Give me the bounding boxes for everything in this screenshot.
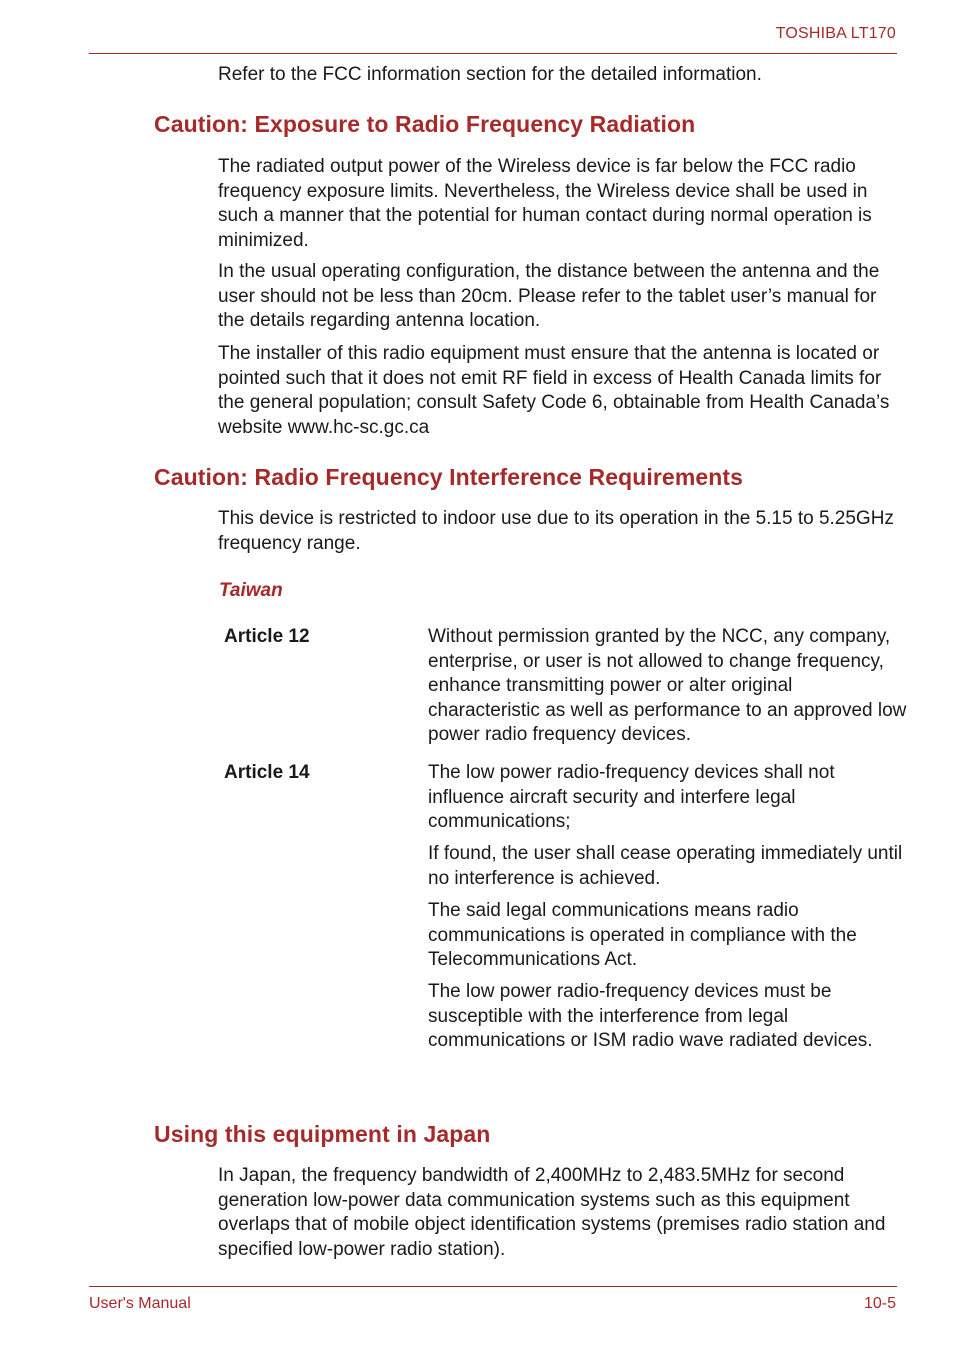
rf-exposure-paragraph-1: The radiated output power of the Wireless device is far below the FCC radio frequency exposure limits. Nevertheless, the Wireless device shall be used in such a manner that the potential for human contact during normal operation is minimized. — [218, 156, 872, 251]
article-12-text: Without permission granted by the NCC, any company, enterprise, or user is not allowed to change frequency, enhance transmitting power or alter original characteristic as well as performance to an approved low power radio frequency devices. — [428, 626, 907, 745]
header-product: TOSHIBA LT170 — [775, 25, 896, 42]
heading-taiwan: Taiwan — [219, 580, 283, 601]
intro-text: Refer to the FCC information section for the detailed information. — [218, 64, 762, 85]
rf-exposure-paragraph-3: The installer of this radio equipment must ensure that the antenna is located or pointed such that it does not emit RF field in excess of Health Canada limits for the general population; consult Safety Code 6, obtainable from Health Canada’s website www.hc-sc.gc.ca — [218, 343, 890, 438]
heading-rf-interference: Caution: Radio Frequency Interference Requirements — [154, 464, 744, 490]
heading-rf-exposure: Caution: Exposure to Radio Frequency Radiation — [154, 111, 696, 137]
article-14-term: Article 14 — [224, 762, 310, 783]
article-14-paragraph-4: The low power radio-frequency devices must be susceptible with the interference from legal communications or ISM radio wave radiated devices. — [428, 981, 873, 1051]
article-14-paragraph-2: If found, the user shall cease operating immediately until no interference is achieved. — [428, 843, 903, 889]
rf-interference-paragraph: This device is restricted to indoor use due to its operation in the 5.15 to 5.25GHz frequency range. — [218, 508, 894, 554]
header-rule — [89, 53, 897, 54]
footer-page-number: 10-5 — [863, 1295, 896, 1312]
article-12-term: Article 12 — [224, 626, 310, 647]
footer-manual-label: User's Manual — [89, 1295, 191, 1312]
heading-japan: Using this equipment in Japan — [154, 1121, 491, 1147]
article-14-paragraph-1: The low power radio-frequency devices shall not influence aircraft security and interfere legal communications; — [428, 762, 835, 832]
article-14-paragraph-3: The said legal communications means radio communications is operated in compliance with the Telecommunications Act. — [428, 900, 857, 970]
rf-exposure-paragraph-2: In the usual operating configuration, the distance between the antenna and the user should not be less than 20cm. Please refer to the tablet user’s manual for the details regarding antenna location. — [218, 261, 880, 331]
japan-paragraph: In Japan, the frequency bandwidth of 2,400MHz to 2,483.5MHz for second generation low-power data communication systems such as this equipment overlaps that of mobile object identification systems (premises radio station and specified low-power radio station). — [218, 1165, 886, 1260]
footer-rule — [89, 1286, 897, 1287]
